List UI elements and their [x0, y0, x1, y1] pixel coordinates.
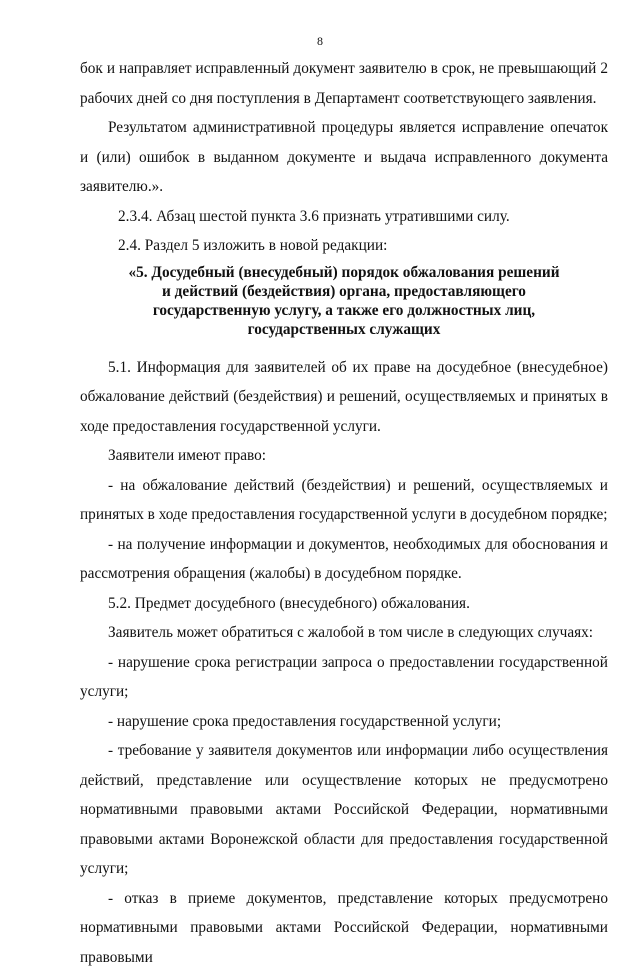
paragraph-continuation: бок и направляет исправленный документ заявителю в срок, не превышающий 2 рабочих дней со дня поступления в Департамент соответствующего заявления. [80, 54, 608, 113]
paragraph-rights-intro: Заявители имеют право: [80, 441, 608, 471]
heading-line: государственную услугу, а также его должностных лиц, [80, 301, 608, 320]
list-item-right: - на получение информации и документов, необходимых для обоснования и рассмотрения обращения (жалобы) в досудебном порядке. [80, 530, 608, 589]
clause-2-3-4: 2.3.4. Абзац шестой пункта 3.6 признать утратившими силу. [80, 202, 608, 232]
list-item-right: - на обжалование действий (бездействия) и решений, осуществляемых и принятых в ходе предоставления государственной услуги в досудебном порядке; [80, 471, 608, 530]
page-number: 8 [0, 34, 640, 49]
heading-line: и действий (бездействия) органа, предоставляющего [80, 282, 608, 301]
heading-line: государственных служащих [80, 320, 608, 339]
paragraph-result: Результатом административной процедуры является исправление опечаток и (или) ошибок в выданном документе и выдача исправленного документа заявителю.». [80, 113, 608, 202]
list-item-case: - нарушение срока регистрации запроса о предоставлении государственной услуги; [80, 648, 608, 707]
paragraph-5-1: 5.1. Информация для заявителей об их праве на досудебное (внесудебное) обжалование действий (бездействия) и решений, осуществляемых и принятых в ходе предоставления государственной услуги. [80, 353, 608, 442]
clause-2-4: 2.4. Раздел 5 изложить в новой редакции: [80, 231, 608, 261]
document-body [80, 54, 608, 972]
list-item-case: - нарушение срока предоставления государственной услуги; [80, 707, 608, 737]
heading-line: «5. Досудебный (внесудебный) порядок обжалования решений [80, 263, 608, 282]
paragraph-5-2: 5.2. Предмет досудебного (внесудебного) обжалования. [80, 589, 608, 619]
section-heading [80, 263, 608, 339]
list-item-case: - отказ в приеме документов, представление которых предусмотрено нормативными правовыми актами Российской Федерации, нормативными правовыми [80, 884, 608, 972]
paragraph-cases-intro: Заявитель может обратиться с жалобой в том числе в следующих случаях: [80, 618, 608, 648]
list-item-case: - требование у заявителя документов или информации либо осуществления действий, представление или осуществление которых не предусмотрено нормативными правовыми актами Российской Федерации, нормативными правовыми актами Воронежской области для предоставления государственной услуги; [80, 736, 608, 884]
